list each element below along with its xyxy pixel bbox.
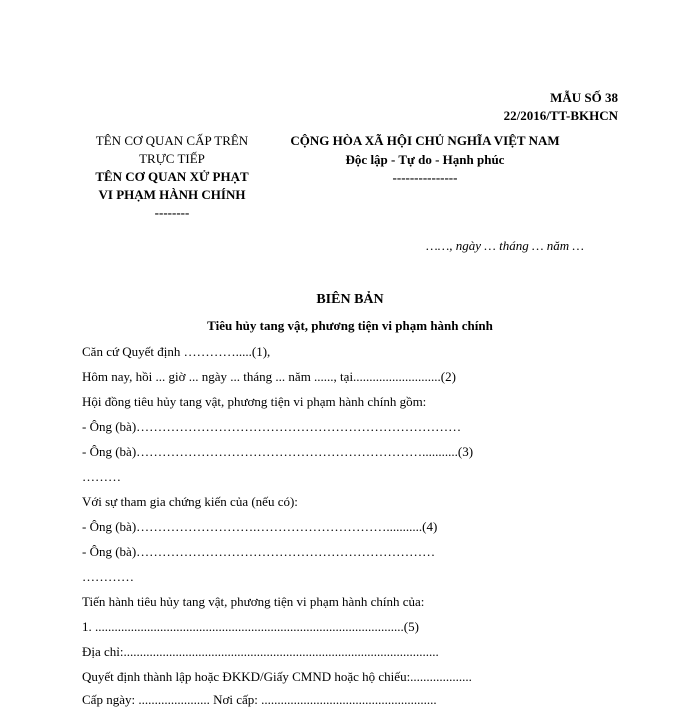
superior-agency-line1: TÊN CƠ QUAN CẤP TRÊN <box>95 133 249 148</box>
document-subtitle: Tiêu hủy tang vật, phương tiện vi phạm hành chính <box>207 318 493 333</box>
national-motto: Độc lập - Tự do - Hạnh phúc <box>345 152 505 167</box>
national-title: CỘNG HÒA XÃ HỘI CHỦ NGHĨA VIỆT NAM <box>290 133 560 148</box>
document-title: BIÊN BẢN <box>316 292 384 307</box>
body-line: Hội đồng tiêu hủy tang vật, phương tiện vi phạm hành chính gồm: <box>82 394 427 409</box>
body-line: Địa chỉ:................................................................................................. <box>82 644 439 659</box>
agency-divider: -------- <box>154 205 190 220</box>
issuing-agency-line2: VI PHẠM HÀNH CHÍNH <box>98 187 246 202</box>
body-line: Cấp ngày: ...................... Nơi cấp: ...................................................... <box>82 692 437 707</box>
body-line: Với sự tham gia chứng kiến của (nếu có): <box>82 494 298 509</box>
body-line: Tiến hành tiêu hủy tang vật, phương tiện vi phạm hành chính của: <box>82 594 425 609</box>
body-line: ……… <box>82 469 121 484</box>
body-line: Hôm nay, hồi ... giờ ... ngày ... tháng ... năm ......, tại...........................(2) <box>82 369 456 384</box>
superior-agency-line2: TRỰC TIẾP <box>139 151 205 166</box>
body-line: - Ông (bà)…………………………………………………………… <box>82 544 436 559</box>
body-line: - Ông (bà)…………………………………………………………...........(3) <box>82 444 474 459</box>
body-line: ………… <box>82 569 134 584</box>
form-number: MẪU SỐ 38 <box>550 90 618 105</box>
body-line: Căn cứ Quyết định ………….....(1), <box>82 344 271 359</box>
issuing-agency-line1: TÊN CƠ QUAN XỬ PHẠT <box>95 169 249 184</box>
circular-number: 22/2016/TT-BKHCN <box>503 108 618 123</box>
date-line: ……, ngày … tháng … năm … <box>426 238 584 253</box>
national-divider: --------------- <box>392 170 458 185</box>
body-line: Quyết định thành lập hoặc ĐKKD/Giấy CMND hoặc hộ chiếu:................... <box>82 669 472 684</box>
body-line: - Ông (bà)………………………………………………………………… <box>82 419 462 434</box>
body-line: - Ông (bà)……………………….…………………………...........(4) <box>82 519 438 534</box>
body-line: 1. ...............................................................................................(5) <box>82 619 419 634</box>
